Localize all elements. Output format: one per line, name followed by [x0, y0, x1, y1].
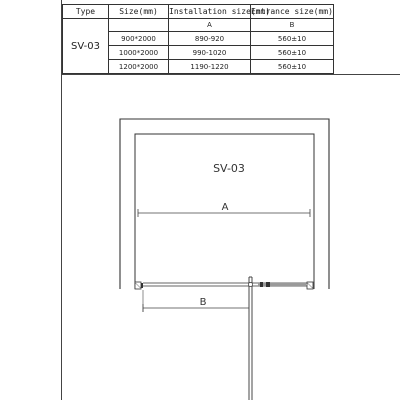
- subheader-entrance: B: [251, 19, 334, 32]
- header-type: Type: [63, 5, 109, 19]
- row-entrance: 560±10: [251, 60, 334, 74]
- row-size: 1200*2000: [109, 60, 169, 74]
- header-size: Size(mm): [109, 5, 169, 19]
- subheader-installation: A: [169, 19, 251, 32]
- fixed-glass-panel: [249, 277, 252, 400]
- row-entrance: 560±10: [251, 32, 334, 46]
- left-wall-bracket: [135, 282, 143, 289]
- row-size: 900*2000: [109, 32, 169, 46]
- row-installation: 890-920: [169, 32, 251, 46]
- header-installation-size: Installation size(mm): [169, 5, 251, 19]
- row-installation: 1190-1220: [169, 60, 251, 74]
- sliding-door-track: [143, 283, 307, 286]
- dimension-b-line: [143, 290, 249, 312]
- dimension-a-label: A: [221, 202, 229, 213]
- type-value: SV-03: [63, 19, 109, 74]
- row-entrance: 560±10: [251, 46, 334, 60]
- dimension-b-label: B: [199, 297, 207, 308]
- row-installation: 990-1020: [169, 46, 251, 60]
- panel-hinge-icon: [249, 283, 253, 287]
- right-wall-bracket: [307, 282, 313, 289]
- row-size: 1000*2000: [109, 46, 169, 60]
- header-entrance-size: Entrance size(mm): [251, 5, 334, 19]
- model-label: SV-03: [213, 162, 245, 175]
